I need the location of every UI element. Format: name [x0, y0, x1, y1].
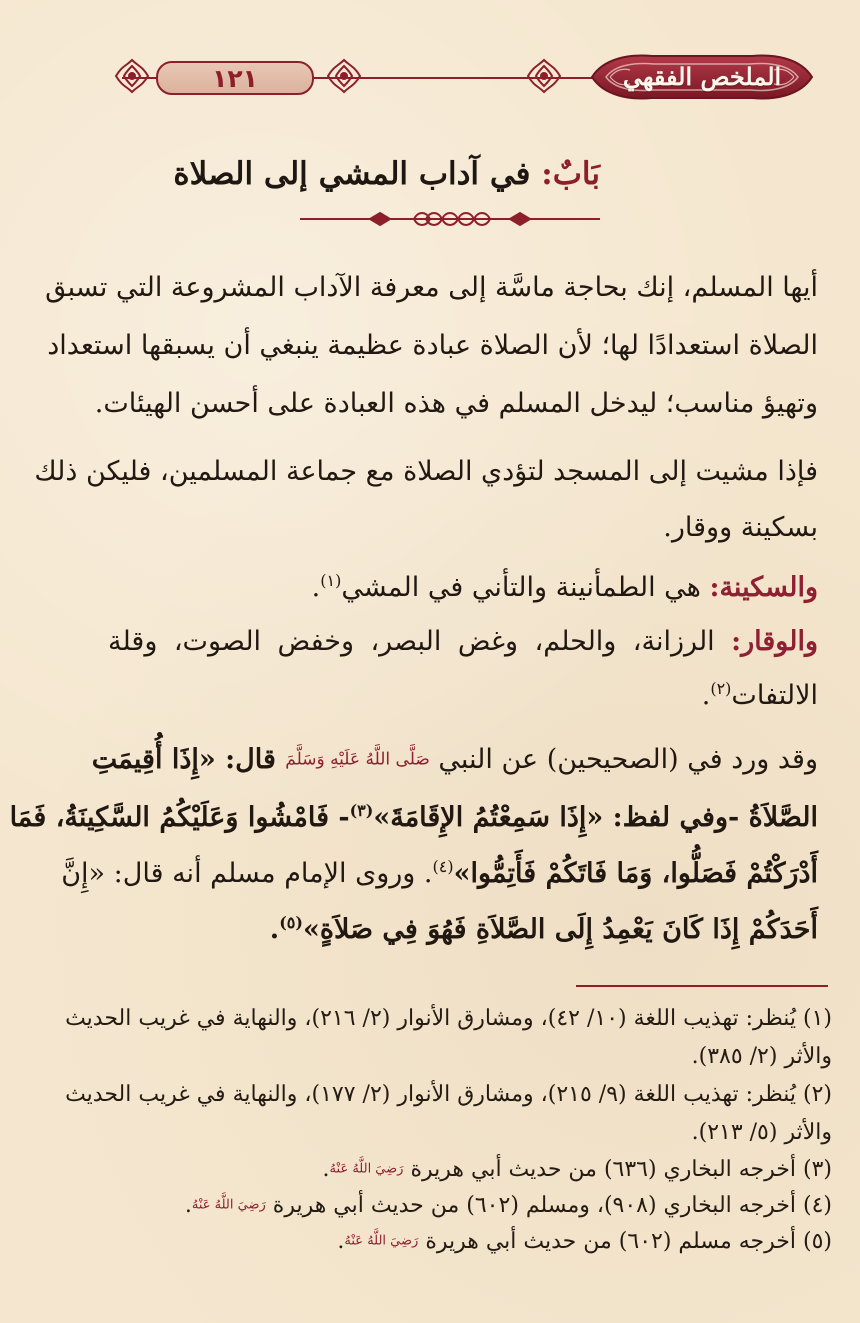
hadith-line-1: [91, 744, 818, 775]
footnote-ref-3: (٣): [349, 801, 374, 820]
chapter-divider-icon: [300, 202, 600, 236]
footnote-5-honorific: رَضِيَ اللَّهُ عَنْهُ: [344, 1233, 419, 1249]
hadith-line-1-end: قال: «إِذَا أُقِيمَتِ: [91, 744, 286, 775]
sakinah-text: هي الطمأنينة والتأني في المشي: [341, 572, 710, 603]
definition-sakinah: والسكينة: هي الطمأنينة والتأني في المشي$^{(١)}$.: [311, 571, 818, 603]
page-header: [112, 42, 832, 112]
hadith-line-3-end: . وروى الإمام مسلم أنه قال: «إِنَّ: [61, 858, 433, 889]
honorific-prophet: صَلَّى اللَّهُ عَلَيْهِ وَسَلَّمَ: [285, 749, 430, 770]
paragraph-2-line-1: فإذا مشيت إلى المسجد لتؤدي الصلاة مع جماعة المسلمين، فليكن ذلك: [34, 456, 818, 487]
paragraph-2-line-2: بسكينة ووقار.: [663, 512, 818, 543]
waqar-text-line-2: الالتفات: [731, 680, 818, 711]
hadith-line-2: [9, 801, 818, 833]
waqar-text-line-1: الرزانة، والحلم، وغض البصر، وخفض الصوت، وقلة: [108, 626, 732, 657]
hadith-line-1-start: وقد ورد في (الصحيحين) عن النبي: [429, 744, 818, 775]
chapter-heading: [173, 156, 600, 192]
hadith-line-2-end: - فَامْشُوا وَعَلَيْكُمُ السَّكِينَةُ، فَمَا: [9, 802, 350, 833]
footnote-4: [127, 1193, 832, 1218]
footnote-3: [127, 1157, 832, 1182]
header-ornament-mid-icon: [324, 56, 364, 96]
hadith-line-2-start: الصَّلاَةُ -وفي لفظ: «إِذَا سَمِعْتُمُ الإِقَامَةَ»: [373, 802, 818, 833]
waqar-label: والوقار:: [731, 626, 818, 657]
definition-waqar-line-2: الالتفات$^{(٢)}$.: [701, 679, 818, 711]
footnote-5-text: (٥) أخرجه مسلم (٦٠٢) من حديث أبي هريرة: [418, 1229, 832, 1254]
footnote-ref-5: (٥): [279, 913, 303, 932]
footnote-5: [127, 1229, 832, 1254]
hadith-line-4: [108, 914, 818, 945]
footnote-3-honorific: رَضِيَ اللَّهُ عَنْهُ: [329, 1161, 404, 1177]
sakinah-label: والسكينة:: [709, 572, 818, 603]
definition-waqar-line-1: [108, 626, 818, 657]
hadith-line-3-start: أَدْرَكْتُمْ فَصَلُّوا، وَمَا فَاتَكُمْ فَأَتِمُّوا»: [453, 858, 818, 889]
footnote-ref-4: (٤): [432, 857, 454, 876]
paragraph-1-line-3: وتهيؤ مناسب؛ ليدخل المسلم في هذه العبادة على أحسن الهيئات.: [94, 388, 818, 419]
footnote-1-line-1: (١) يُنظر: تهذيب اللغة (١٠/ ٤٢)، ومشارق الأنوار (٢/ ٢١٦)، والنهاية في غريب الحديث: [65, 1006, 832, 1031]
book-title: الملخص الفقهي: [622, 61, 782, 91]
header-ornament-left-icon: [112, 56, 152, 96]
header-ornament-right-icon: [524, 56, 564, 96]
hadith-line-4-start: أَحَدَكُمْ إِذَا كَانَ يَعْمِدُ إِلَى الصَّلاَةِ فَهُوَ فِي صَلاَةٍ»: [302, 914, 818, 945]
paragraph-1-line-2: الصلاة استعدادًا لها؛ لأن الصلاة عبادة عظيمة ينبغي أن يسبقها استعداد: [47, 330, 818, 361]
footnote-1-line-2: والأثر (٢/ ٣٨٥).: [691, 1044, 832, 1069]
footnote-2-line-1: (٢) يُنظر: تهذيب اللغة (٩/ ٢١٥)، ومشارق الأنوار (٢/ ١٧٧)، والنهاية في غريب الحديث: [65, 1082, 832, 1107]
footnote-5-end: .: [337, 1229, 345, 1254]
footnote-3-text: (٣) أخرجه البخاري (٦٣٦) من حديث أبي هريرة: [403, 1157, 832, 1182]
chapter-label: بَابٌ:: [541, 156, 600, 192]
footnote-3-end: .: [322, 1157, 330, 1182]
page-number: ١٢١: [212, 63, 258, 93]
footnote-rule: [576, 985, 828, 987]
paragraph-1-line-1: أيها المسلم، إنك بحاجة ماسَّة إلى معرفة الآداب المشروعة التي تسبق: [45, 272, 818, 303]
footnote-ref-2: (٢): [710, 679, 732, 698]
footnote-2-line-2: والأثر (٥/ ٢١٣).: [691, 1120, 832, 1145]
chapter-title: في آداب المشي إلى الصلاة: [173, 156, 531, 192]
footnote-ref-1: (١): [320, 571, 342, 590]
footnote-4-end: .: [184, 1193, 192, 1218]
hadith-line-3: [61, 857, 818, 889]
footnote-4-text: (٤) أخرجه البخاري (٩٠٨)، ومسلم (٦٠٢) من حديث أبي هريرة: [265, 1193, 832, 1218]
footnote-4-honorific: رَضِيَ اللَّهُ عَنْهُ: [191, 1197, 266, 1213]
page-number-badge: [156, 61, 314, 95]
hadith-line-4-end: .: [269, 914, 280, 945]
